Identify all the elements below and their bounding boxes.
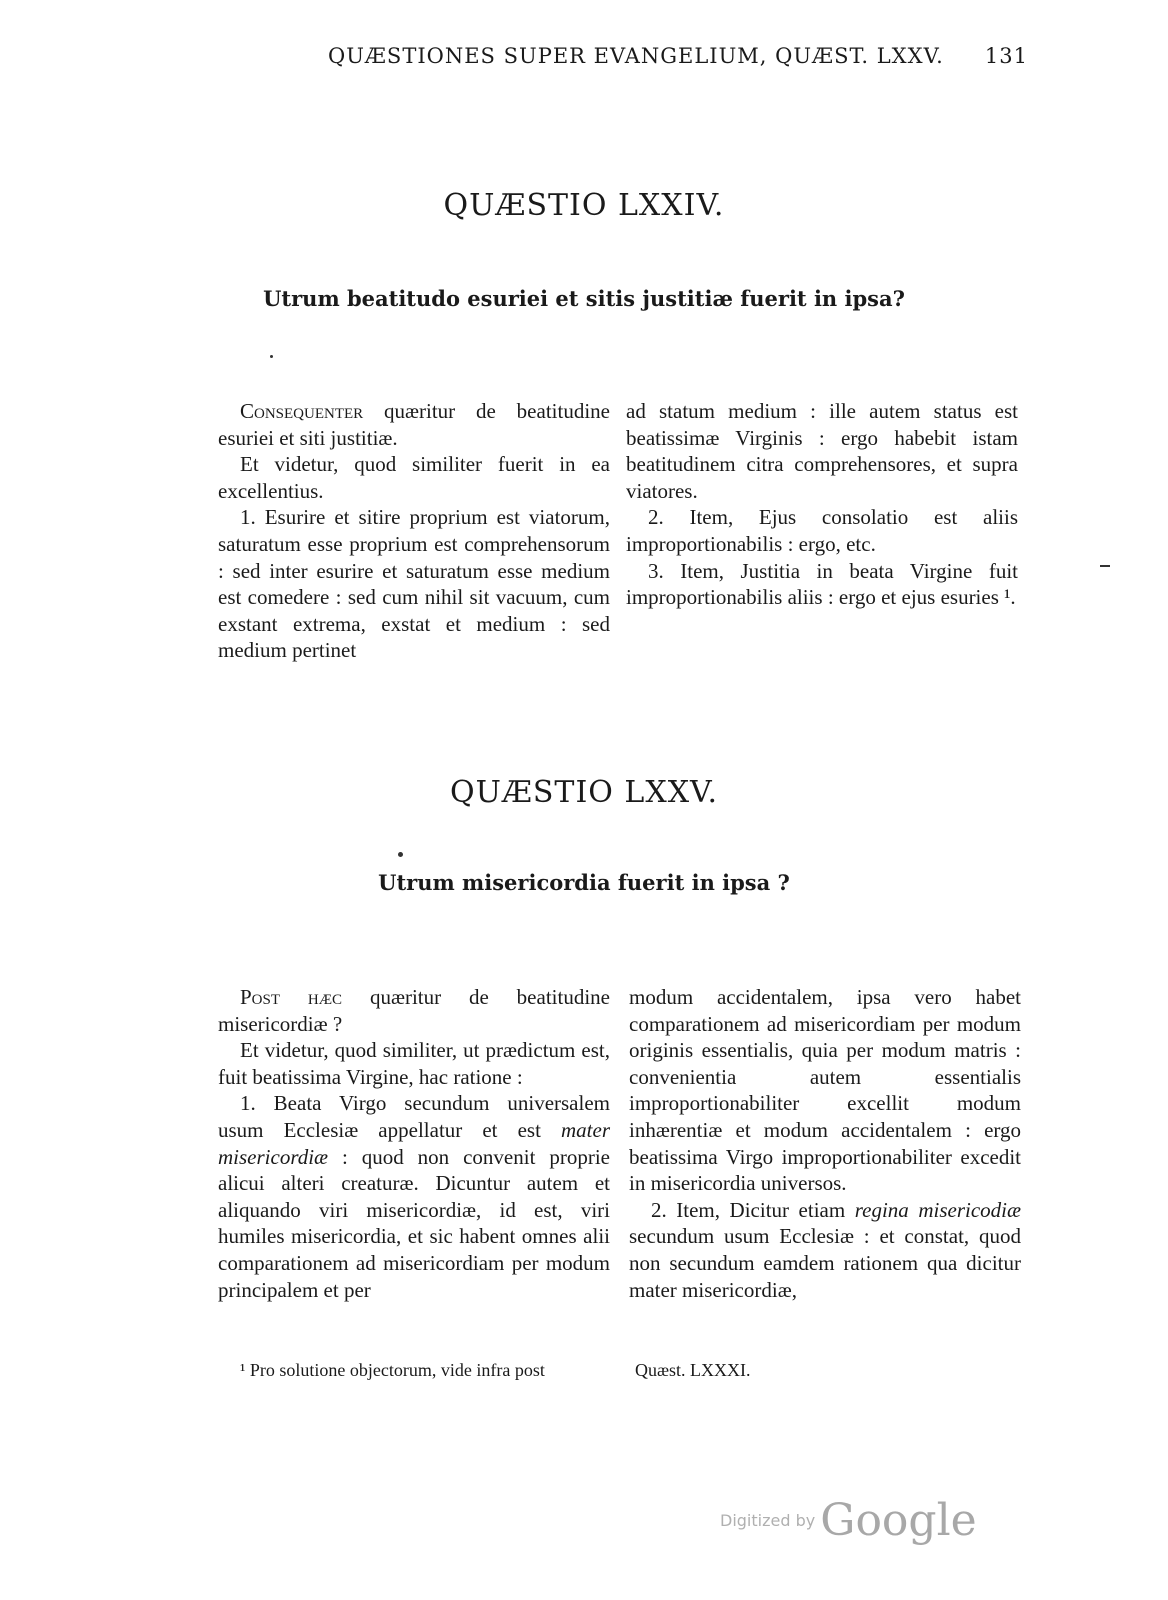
footnote-right: Quæst. LXXXI. — [635, 1360, 751, 1380]
page-number: 131 — [984, 44, 1028, 68]
quaestio-74-left-column — [218, 398, 610, 664]
q75-right-paragraph-2 — [629, 1197, 1021, 1303]
q74-right-paragraph-3: 3. Item, Justitia in beata Virgine fuit improportionabilis aliis : ergo et ejus esuries ¹. — [626, 558, 1018, 610]
scan-speck — [270, 355, 273, 358]
q74-lead-word: Consequenter — [240, 399, 364, 423]
q75-right-p2-b: secundum usum Ecclesiæ : et constat, quod non secundum eamdem rationem qua dicitur mater misericordiæ, — [629, 1224, 1021, 1302]
q75-lead-word: Post hæc — [240, 985, 343, 1009]
scan-speck — [1100, 565, 1110, 567]
quaestio-74-right-column — [626, 398, 1018, 611]
watermark-logo-text: Google — [820, 1495, 977, 1546]
q74-left-paragraph-1 — [218, 398, 610, 451]
q75-left-paragraph-1 — [218, 984, 610, 1037]
q75-left-p1-text: quæritur de beatitudine misericordiæ ? — [218, 985, 610, 1036]
q75-left-paragraph-2: Et videtur, quod similiter, ut prædictum est, fuit beatissima Virgine, hac ratione : — [218, 1038, 610, 1089]
running-title: QUÆSTIONES SUPER EVANGELIUM, QUÆST. LXXV. — [328, 44, 944, 68]
quaestio-74-title: QUÆSTIO LXXIV. — [443, 188, 725, 223]
watermark-small-text: Digitized by — [720, 1511, 816, 1530]
digitized-by-google-watermark — [720, 1495, 977, 1546]
q75-right-p2-a: 2. Item, Dicitur etiam — [651, 1197, 855, 1222]
q74-right-paragraph-2: 2. Item, Ejus consolatio est aliis improportionabilis : ergo, etc. — [626, 505, 1018, 556]
q74-left-paragraph-3: 1. Esurire et sitire proprium est viatorum, saturatum esse proprium est comprehensorum : sed inter esurire et saturatum esse medium est comedere : sed cum nihil sit vacuum, cum exstant extrema, exstat et medium : sed medium pertinet — [218, 505, 610, 663]
scan-speck — [398, 852, 403, 857]
q75-right-paragraph-1: modum accidentalem, ipsa vero habet comparationem ad misericordiam per modum originis essentialis, quia per modum matris : convenientia autem essentialis improportionabiliter excellit modum inhærentiæ et modum accidentalem : ergo beatissima Virgo improportionabiliter excedit in misericordia universos. — [629, 985, 1021, 1196]
quaestio-75-subtitle: Utrum misericordia fuerit in ipsa ? — [378, 870, 790, 895]
q74-left-p1-text: quæritur de beatitudine esuriei et siti justitiæ. — [218, 399, 610, 450]
quaestio-75-title: QUÆSTIO LXXV. — [449, 775, 719, 810]
q75-left-p3-b: : quod non convenit proprie alicui alteri creaturæ. Dicuntur autem et aliquando viri misericordiæ, id est, viri humiles misericordia, et sic habent omnes alii comparationem ad misericordiam per modum principalem et per — [218, 1144, 610, 1302]
q75-left-p3-italic: mater misericordiæ — [218, 1117, 610, 1169]
q74-right-paragraph-1: ad statum medium : ille autem status est beatissimæ Virginis : ergo habebit istam beatitudinem citra comprehensores, et supra viatores. — [626, 399, 1018, 503]
footnote-left: ¹ Pro solutione objectorum, vide infra post — [240, 1360, 545, 1380]
q75-left-paragraph-3 — [218, 1090, 610, 1303]
q74-left-paragraph-2: Et videtur, quod similiter fuerit in ea excellentius. — [218, 452, 610, 503]
q75-left-p3-a: 1. Beata Virgo secundum universalem usum Ecclesiæ appellatur et est — [218, 1091, 610, 1142]
q75-right-p2-italic: regina misericodiæ — [854, 1197, 1021, 1222]
quaestio-75-left-column — [218, 984, 610, 1303]
quaestio-74-subtitle: Utrum beatitudo esuriei et sitis justitiæ fuerit in ipsa? — [263, 286, 905, 311]
quaestio-75-right-column — [629, 984, 1021, 1303]
